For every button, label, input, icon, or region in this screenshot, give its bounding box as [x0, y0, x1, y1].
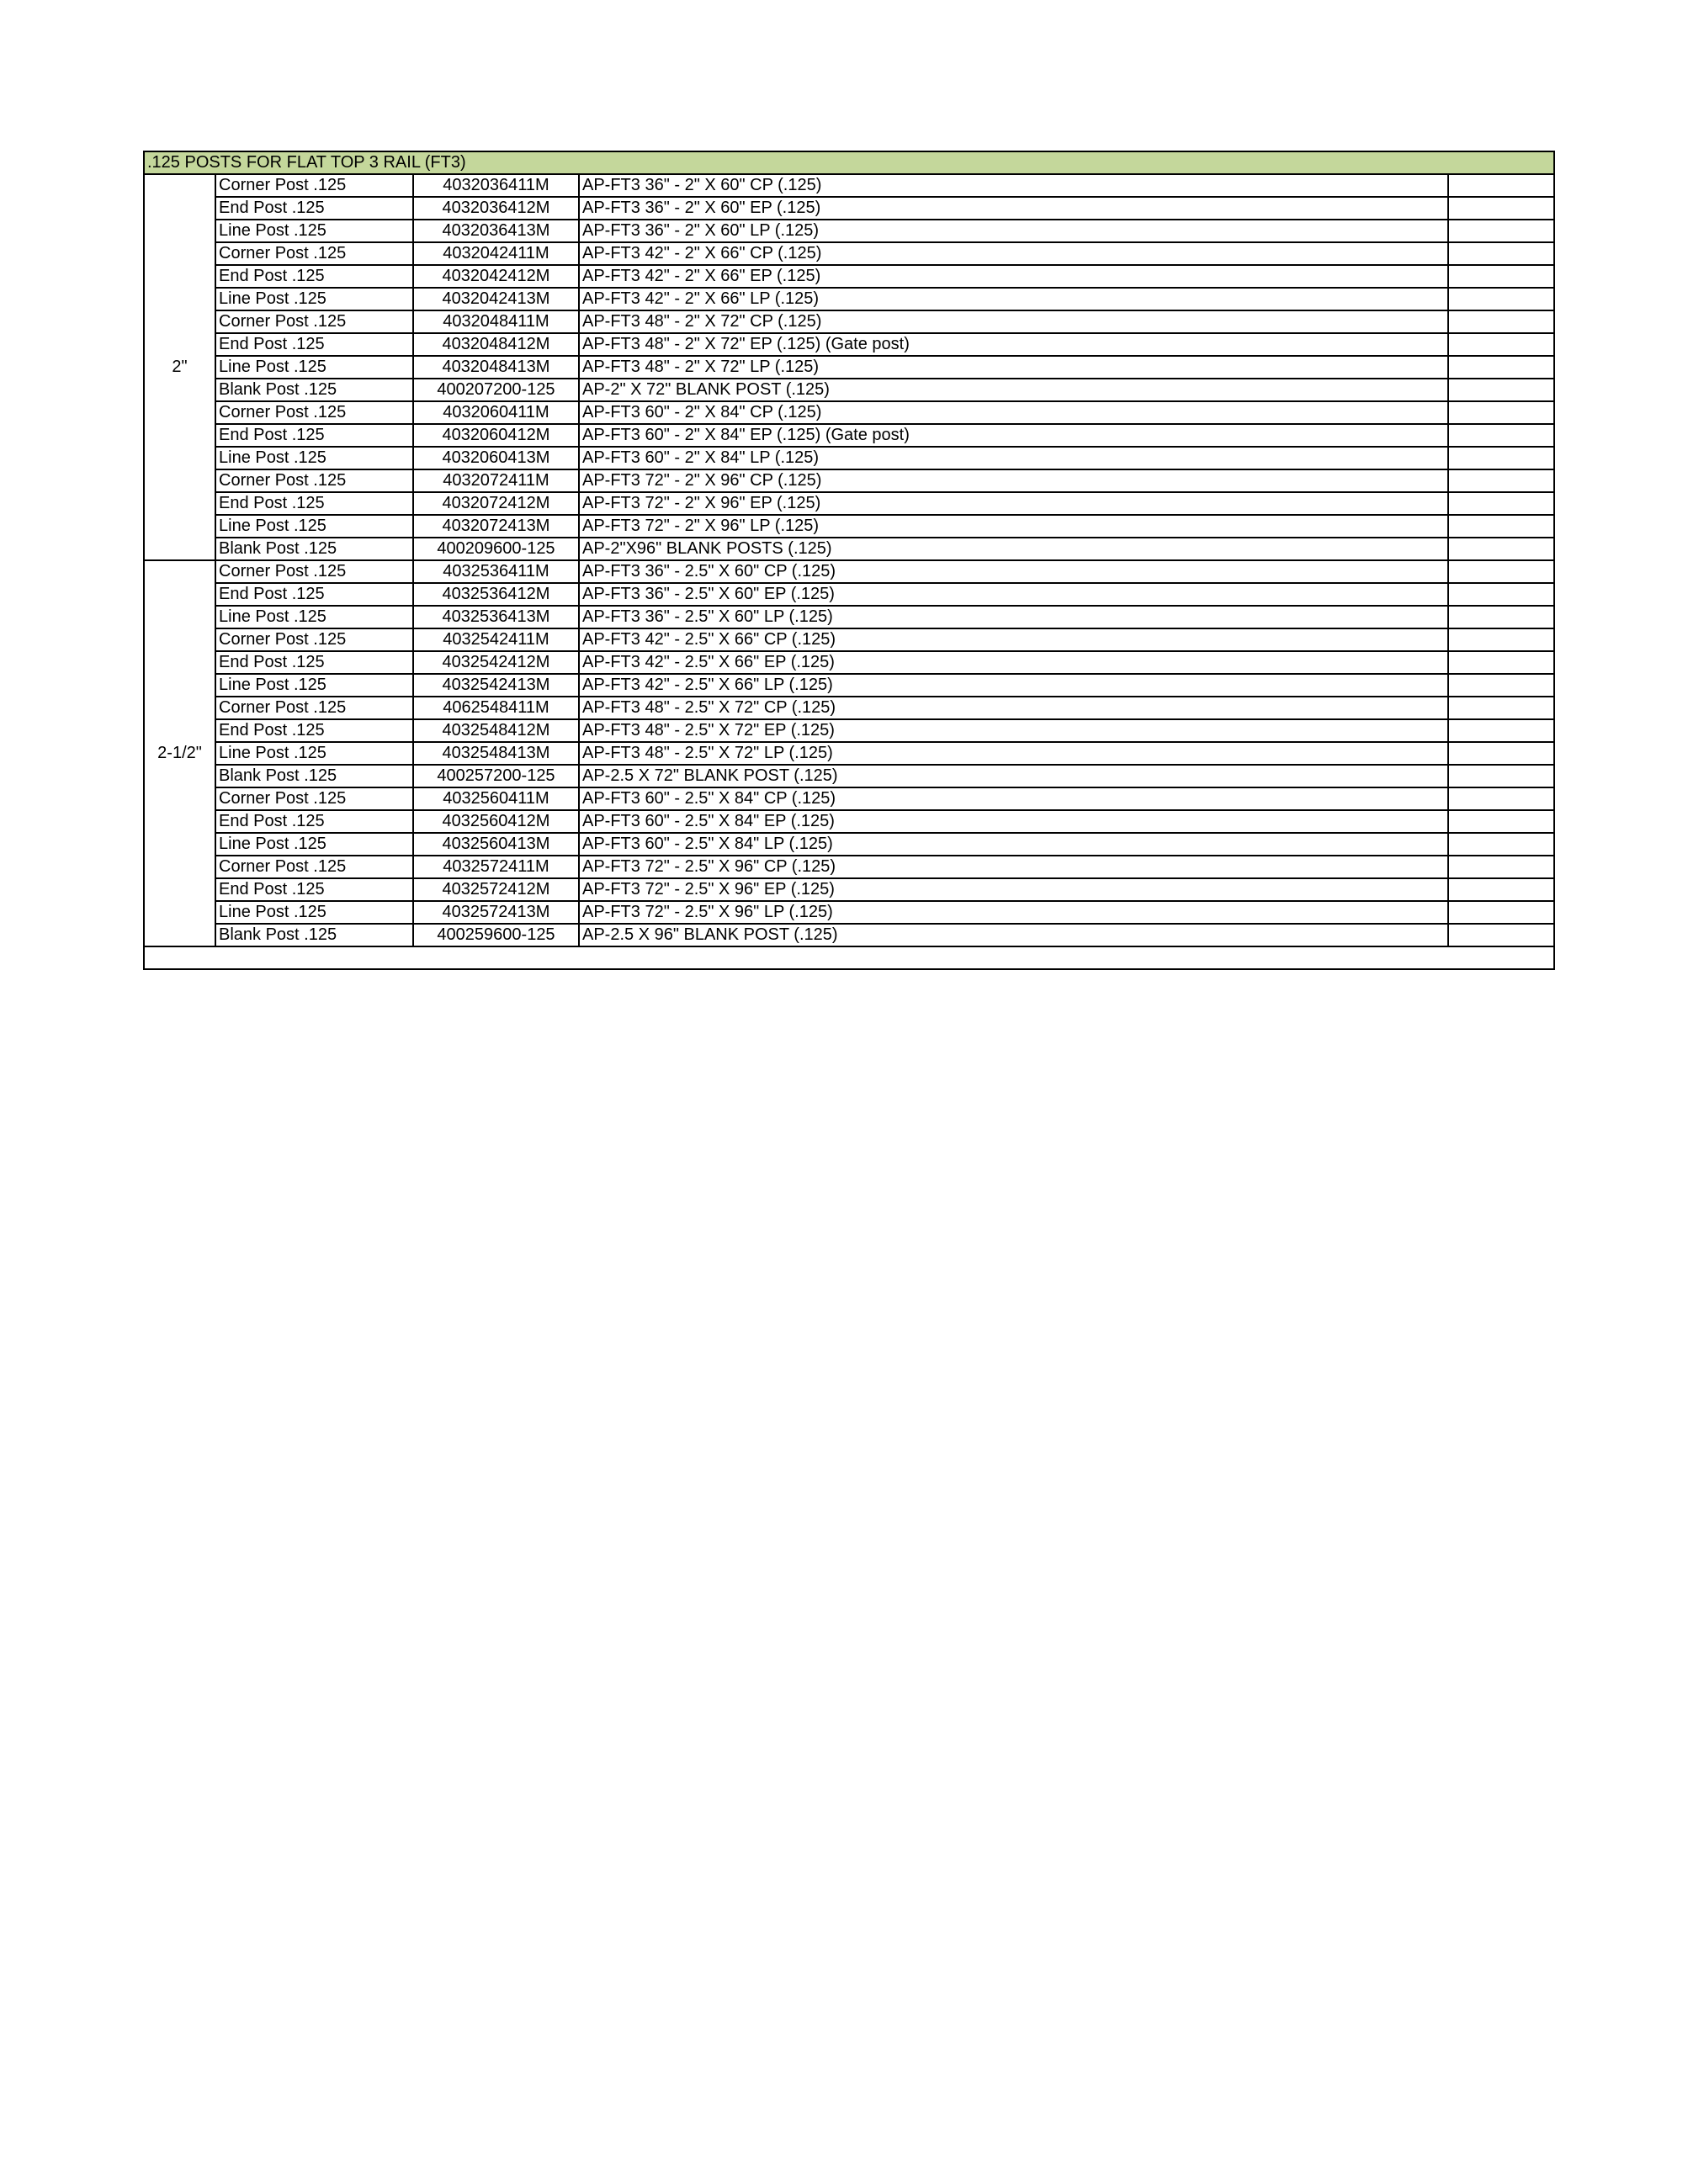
table-row	[144, 424, 1554, 447]
empty-cell	[1448, 288, 1554, 310]
part-description-cell: AP-FT3 36" - 2" X 60" CP (.125)	[579, 174, 1448, 197]
empty-cell	[1448, 606, 1554, 628]
table-row	[144, 538, 1554, 560]
part-code-cell: 400209600-125	[413, 538, 579, 560]
part-name-cell: Line Post .125	[215, 220, 413, 242]
part-name-cell: End Post .125	[215, 878, 413, 901]
part-description-cell: AP-FT3 42" - 2.5" X 66" EP (.125)	[579, 651, 1448, 674]
part-name-cell: Line Post .125	[215, 288, 413, 310]
empty-cell	[1448, 220, 1554, 242]
posts-table	[143, 151, 1555, 970]
empty-cell	[1448, 242, 1554, 265]
part-name-cell: End Post .125	[215, 651, 413, 674]
empty-cell	[1448, 924, 1554, 946]
part-name-cell: Corner Post .125	[215, 242, 413, 265]
empty-cell	[1448, 833, 1554, 856]
part-code-cell: 4032036411M	[413, 174, 579, 197]
empty-cell	[1448, 719, 1554, 742]
empty-cell	[1448, 174, 1554, 197]
size-group-label: 2"	[144, 174, 215, 560]
table-row	[144, 651, 1554, 674]
part-code-cell: 4032060413M	[413, 447, 579, 469]
part-name-cell: Line Post .125	[215, 606, 413, 628]
part-description-cell: AP-FT3 36" - 2" X 60" EP (.125)	[579, 197, 1448, 220]
posts-table-body	[144, 151, 1554, 969]
empty-cell	[1448, 674, 1554, 697]
part-description-cell: AP-2" X 72" BLANK POST (.125)	[579, 379, 1448, 401]
part-code-cell: 4032048411M	[413, 310, 579, 333]
empty-cell	[1448, 878, 1554, 901]
table-row	[144, 174, 1554, 197]
part-description-cell: AP-FT3 48" - 2" X 72" CP (.125)	[579, 310, 1448, 333]
part-name-cell: End Post .125	[215, 333, 413, 356]
part-name-cell: Corner Post .125	[215, 174, 413, 197]
part-name-cell: Line Post .125	[215, 901, 413, 924]
part-description-cell: AP-FT3 60" - 2" X 84" LP (.125)	[579, 447, 1448, 469]
part-name-cell: Corner Post .125	[215, 628, 413, 651]
empty-footer-row	[144, 946, 1554, 969]
table-row	[144, 742, 1554, 765]
part-description-cell: AP-FT3 42" - 2" X 66" EP (.125)	[579, 265, 1448, 288]
part-description-cell: AP-FT3 48" - 2" X 72" LP (.125)	[579, 356, 1448, 379]
part-description-cell: AP-FT3 42" - 2" X 66" LP (.125)	[579, 288, 1448, 310]
part-code-cell: 4032048412M	[413, 333, 579, 356]
part-description-cell: AP-FT3 48" - 2.5" X 72" EP (.125)	[579, 719, 1448, 742]
part-name-cell: Corner Post .125	[215, 310, 413, 333]
part-name-cell: Line Post .125	[215, 515, 413, 538]
part-name-cell: Blank Post .125	[215, 379, 413, 401]
part-description-cell: AP-FT3 72" - 2.5" X 96" LP (.125)	[579, 901, 1448, 924]
table-row	[144, 924, 1554, 946]
table-row	[144, 833, 1554, 856]
part-name-cell: End Post .125	[215, 810, 413, 833]
part-description-cell: AP-FT3 36" - 2.5" X 60" LP (.125)	[579, 606, 1448, 628]
table-row	[144, 469, 1554, 492]
table-row	[144, 379, 1554, 401]
part-code-cell: 4032536412M	[413, 583, 579, 606]
empty-cell	[1448, 560, 1554, 583]
part-name-cell: Blank Post .125	[215, 765, 413, 787]
empty-cell	[1448, 628, 1554, 651]
part-code-cell: 4032536413M	[413, 606, 579, 628]
part-code-cell: 4032548412M	[413, 719, 579, 742]
table-row	[144, 333, 1554, 356]
empty-cell	[1448, 697, 1554, 719]
part-description-cell: AP-FT3 60" - 2" X 84" EP (.125) (Gate post)	[579, 424, 1448, 447]
table-row	[144, 606, 1554, 628]
part-name-cell: Corner Post .125	[215, 401, 413, 424]
empty-cell	[1448, 742, 1554, 765]
table-row	[144, 787, 1554, 810]
part-name-cell: End Post .125	[215, 719, 413, 742]
part-description-cell: AP-FT3 60" - 2.5" X 84" LP (.125)	[579, 833, 1448, 856]
table-row	[144, 288, 1554, 310]
size-group-label: 2-1/2"	[144, 560, 215, 946]
empty-cell	[1448, 424, 1554, 447]
table-row	[144, 220, 1554, 242]
part-description-cell: AP-FT3 36" - 2" X 60" LP (.125)	[579, 220, 1448, 242]
part-code-cell: 4032548413M	[413, 742, 579, 765]
table-title: .125 POSTS FOR FLAT TOP 3 RAIL (FT3)	[144, 151, 1554, 174]
table-row	[144, 674, 1554, 697]
part-name-cell: Blank Post .125	[215, 538, 413, 560]
empty-cell	[1448, 787, 1554, 810]
part-code-cell: 4032542412M	[413, 651, 579, 674]
empty-cell	[1448, 469, 1554, 492]
part-code-cell: 4032560412M	[413, 810, 579, 833]
table-row	[144, 265, 1554, 288]
part-code-cell: 4032036413M	[413, 220, 579, 242]
part-name-cell: End Post .125	[215, 424, 413, 447]
title-row	[144, 151, 1554, 174]
table-row	[144, 810, 1554, 833]
part-name-cell: End Post .125	[215, 492, 413, 515]
part-code-cell: 4032060411M	[413, 401, 579, 424]
empty-cell	[1448, 265, 1554, 288]
empty-cell	[1448, 401, 1554, 424]
table-row	[144, 583, 1554, 606]
part-description-cell: AP-FT3 60" - 2.5" X 84" EP (.125)	[579, 810, 1448, 833]
empty-cell	[1448, 856, 1554, 878]
empty-cell	[1448, 333, 1554, 356]
table-row	[144, 697, 1554, 719]
empty-cell	[1448, 765, 1554, 787]
part-description-cell: AP-FT3 42" - 2.5" X 66" LP (.125)	[579, 674, 1448, 697]
part-description-cell: AP-FT3 60" - 2.5" X 84" CP (.125)	[579, 787, 1448, 810]
table-row	[144, 401, 1554, 424]
empty-cell	[1448, 583, 1554, 606]
part-name-cell: Corner Post .125	[215, 787, 413, 810]
part-description-cell: AP-FT3 72" - 2.5" X 96" EP (.125)	[579, 878, 1448, 901]
table-row	[144, 197, 1554, 220]
empty-cell	[1448, 310, 1554, 333]
part-code-cell: 400207200-125	[413, 379, 579, 401]
empty-cell	[1448, 901, 1554, 924]
part-description-cell: AP-2.5 X 96" BLANK POST (.125)	[579, 924, 1448, 946]
part-name-cell: Blank Post .125	[215, 924, 413, 946]
empty-cell	[1448, 810, 1554, 833]
part-name-cell: Corner Post .125	[215, 856, 413, 878]
empty-footer-cell	[144, 946, 1554, 969]
table-row	[144, 901, 1554, 924]
part-description-cell: AP-FT3 36" - 2.5" X 60" CP (.125)	[579, 560, 1448, 583]
table-row	[144, 765, 1554, 787]
table-row	[144, 492, 1554, 515]
part-description-cell: AP-FT3 72" - 2" X 96" EP (.125)	[579, 492, 1448, 515]
empty-cell	[1448, 447, 1554, 469]
part-description-cell: AP-2.5 X 72" BLANK POST (.125)	[579, 765, 1448, 787]
empty-cell	[1448, 515, 1554, 538]
part-description-cell: AP-FT3 36" - 2.5" X 60" EP (.125)	[579, 583, 1448, 606]
part-code-cell: 4032536411M	[413, 560, 579, 583]
part-name-cell: Corner Post .125	[215, 469, 413, 492]
empty-cell	[1448, 651, 1554, 674]
table-row	[144, 310, 1554, 333]
part-code-cell: 4032542413M	[413, 674, 579, 697]
part-code-cell: 4032060412M	[413, 424, 579, 447]
table-row	[144, 242, 1554, 265]
part-name-cell: Corner Post .125	[215, 697, 413, 719]
part-code-cell: 4032572411M	[413, 856, 579, 878]
part-code-cell: 4032572412M	[413, 878, 579, 901]
part-code-cell: 4032072413M	[413, 515, 579, 538]
part-code-cell: 4032042411M	[413, 242, 579, 265]
part-name-cell: Line Post .125	[215, 674, 413, 697]
part-code-cell: 4032036412M	[413, 197, 579, 220]
part-name-cell: End Post .125	[215, 265, 413, 288]
part-description-cell: AP-FT3 72" - 2" X 96" CP (.125)	[579, 469, 1448, 492]
part-code-cell: 4032042412M	[413, 265, 579, 288]
part-description-cell: AP-FT3 42" - 2" X 66" CP (.125)	[579, 242, 1448, 265]
part-description-cell: AP-FT3 60" - 2" X 84" CP (.125)	[579, 401, 1448, 424]
part-description-cell: AP-FT3 48" - 2.5" X 72" CP (.125)	[579, 697, 1448, 719]
empty-cell	[1448, 356, 1554, 379]
table-row	[144, 515, 1554, 538]
table-row	[144, 628, 1554, 651]
empty-cell	[1448, 492, 1554, 515]
table-row	[144, 356, 1554, 379]
part-name-cell: Line Post .125	[215, 833, 413, 856]
empty-cell	[1448, 379, 1554, 401]
part-code-cell: 4032560413M	[413, 833, 579, 856]
part-name-cell: End Post .125	[215, 197, 413, 220]
table-row	[144, 719, 1554, 742]
part-name-cell: Line Post .125	[215, 356, 413, 379]
table-row	[144, 878, 1554, 901]
part-name-cell: Line Post .125	[215, 742, 413, 765]
part-description-cell: AP-FT3 72" - 2" X 96" LP (.125)	[579, 515, 1448, 538]
empty-cell	[1448, 538, 1554, 560]
part-code-cell: 4032042413M	[413, 288, 579, 310]
part-code-cell: 4062548411M	[413, 697, 579, 719]
table-row	[144, 447, 1554, 469]
part-name-cell: Line Post .125	[215, 447, 413, 469]
part-description-cell: AP-FT3 48" - 2.5" X 72" LP (.125)	[579, 742, 1448, 765]
part-name-cell: End Post .125	[215, 583, 413, 606]
part-code-cell: 4032072412M	[413, 492, 579, 515]
empty-cell	[1448, 197, 1554, 220]
part-description-cell: AP-FT3 72" - 2.5" X 96" CP (.125)	[579, 856, 1448, 878]
part-name-cell: Corner Post .125	[215, 560, 413, 583]
part-description-cell: AP-FT3 48" - 2" X 72" EP (.125) (Gate post)	[579, 333, 1448, 356]
part-code-cell: 4032572413M	[413, 901, 579, 924]
part-code-cell: 4032560411M	[413, 787, 579, 810]
part-code-cell: 400259600-125	[413, 924, 579, 946]
part-code-cell: 4032542411M	[413, 628, 579, 651]
part-description-cell: AP-2"X96" BLANK POSTS (.125)	[579, 538, 1448, 560]
part-code-cell: 4032048413M	[413, 356, 579, 379]
table-row	[144, 560, 1554, 583]
part-description-cell: AP-FT3 42" - 2.5" X 66" CP (.125)	[579, 628, 1448, 651]
part-code-cell: 400257200-125	[413, 765, 579, 787]
part-code-cell: 4032072411M	[413, 469, 579, 492]
table-row	[144, 856, 1554, 878]
